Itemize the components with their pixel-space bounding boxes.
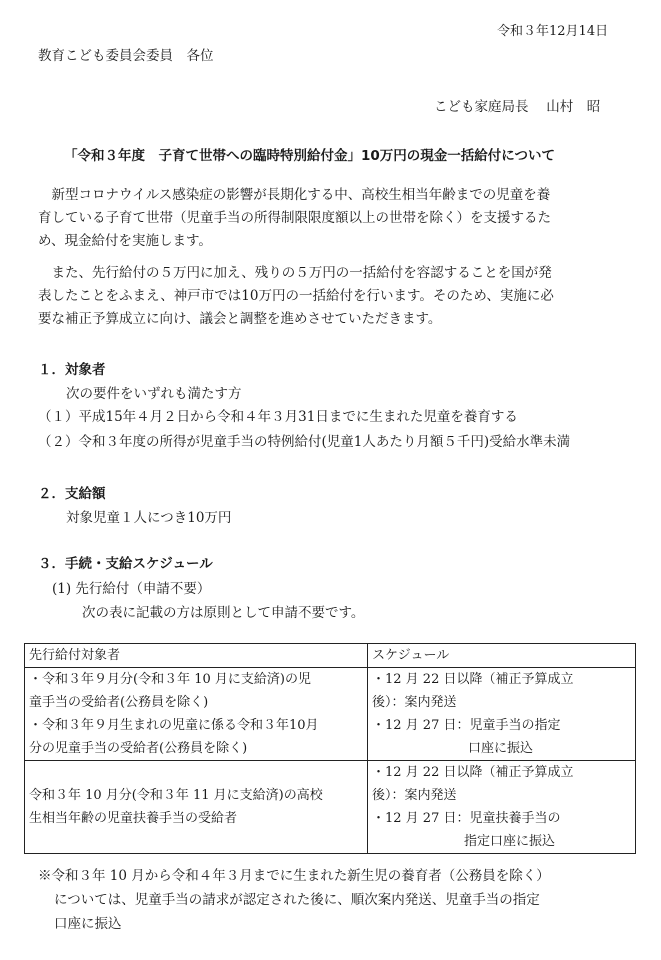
table-cell-target bbox=[25, 761, 368, 854]
schedule-table bbox=[24, 643, 636, 854]
sender-line: こども家庭局長 山村 昭 bbox=[434, 99, 601, 115]
section-3-subheading: (1) 先行給付（申請不要） bbox=[52, 581, 211, 597]
intro-p1-line: 新型コロナウイルス感染症の影響が長期化する中、高校生相当年齢までの児童を養 bbox=[38, 187, 551, 203]
intro-paragraph-2 bbox=[38, 262, 623, 331]
section-1-heading: １．対象者 bbox=[38, 362, 106, 378]
intro-p2-line: 要な補正予算成立に向け、議会と調整を進めさせていただきます。 bbox=[38, 311, 442, 327]
cell-line: 童手当の受給者(公務員を除く) bbox=[29, 695, 209, 710]
cell-line: 指定口座に振込 bbox=[464, 834, 556, 849]
section-2-heading: ２．支給額 bbox=[38, 486, 106, 502]
table-cell-schedule bbox=[368, 761, 636, 854]
footnote-line: 口座に振込 bbox=[54, 916, 122, 932]
table-cell-target bbox=[25, 668, 368, 761]
recipient-line: 教育こども委員会委員 各位 bbox=[38, 48, 214, 64]
table-row bbox=[25, 668, 636, 761]
cell-line: ・令和３年９月生まれの児童に係る令和３年10月 bbox=[29, 718, 319, 733]
table-header-cell: 先行給付対象者 bbox=[25, 644, 368, 668]
document-title: 「令和３年度 子育て世帯への臨時特別給付金」10万円の現金一括給付について bbox=[64, 148, 556, 164]
table-header-row bbox=[25, 644, 636, 668]
intro-p2-line: 表したことをふまえ、神戸市では10万円の一括給付を行います。そのため、実施に必 bbox=[38, 288, 554, 304]
cell-line: ・12 月 22 日以降（補正予算成立 bbox=[372, 672, 574, 687]
intro-p1-line: 育している子育て世帯（児童手当の所得制限限度額以上の世帯を除く）を支援するた bbox=[38, 210, 551, 226]
section-2-text: 対象児童１人につき10万円 bbox=[66, 510, 232, 526]
table-cell-schedule bbox=[368, 668, 636, 761]
footnote-line: については、児童手当の請求が認定された後に、順次案内発送、児童手当の指定 bbox=[54, 892, 540, 908]
intro-p1-line: め、現金給付を実施します。 bbox=[38, 233, 212, 249]
intro-paragraph-1 bbox=[38, 184, 623, 253]
table-row bbox=[25, 761, 636, 854]
cell-line: 分の児童手当の受給者(公務員を除く) bbox=[29, 741, 248, 756]
cell-line: ・12 月 27 日：児童扶養手当の bbox=[372, 811, 561, 826]
section-3-lead: 次の表に記載の方は原則として申請不要です。 bbox=[82, 605, 365, 621]
cell-line: 口座に振込 bbox=[468, 741, 534, 756]
intro-p2-line: また、先行給付の５万円に加え、残りの５万円の一括給付を容認することを国が発 bbox=[38, 265, 552, 281]
cell-line: ・12 月 27 日：児童手当の指定 bbox=[372, 718, 561, 733]
cell-line: 後）：案内発送 bbox=[372, 788, 457, 803]
section-3-heading: ３．手続・支給スケジュール bbox=[38, 556, 213, 572]
cell-line: 後）：案内発送 bbox=[372, 695, 457, 710]
document-date: 令和３年12月14日 bbox=[497, 24, 609, 39]
footnote-line: ※令和３年 10 月から令和４年３月までに生まれた新生児の養育者（公務員を除く） bbox=[38, 868, 550, 884]
cell-line: 生相当年齢の児童扶養手当の受給者 bbox=[29, 811, 238, 826]
cell-line: ・令和３年９月分(令和３年 10 月に支給済)の児 bbox=[29, 672, 311, 687]
cell-line: 令和３年 10 月分(令和３年 11 月に支給済)の高校 bbox=[29, 788, 323, 803]
section-1-lead: 次の要件をいずれも満たす方 bbox=[66, 386, 242, 402]
table-header-cell: スケジュール bbox=[368, 644, 636, 668]
footnote bbox=[38, 864, 550, 936]
section-1-item: （１）平成15年４月２日から令和４年３月31日までに生まれた児童を養育する bbox=[38, 409, 518, 425]
cell-line: ・12 月 22 日以降（補正予算成立 bbox=[372, 765, 574, 780]
section-1-item: （２）令和３年度の所得が児童手当の特例給付(児童1人あたり月額５千円)受給水準未満 bbox=[38, 434, 571, 450]
